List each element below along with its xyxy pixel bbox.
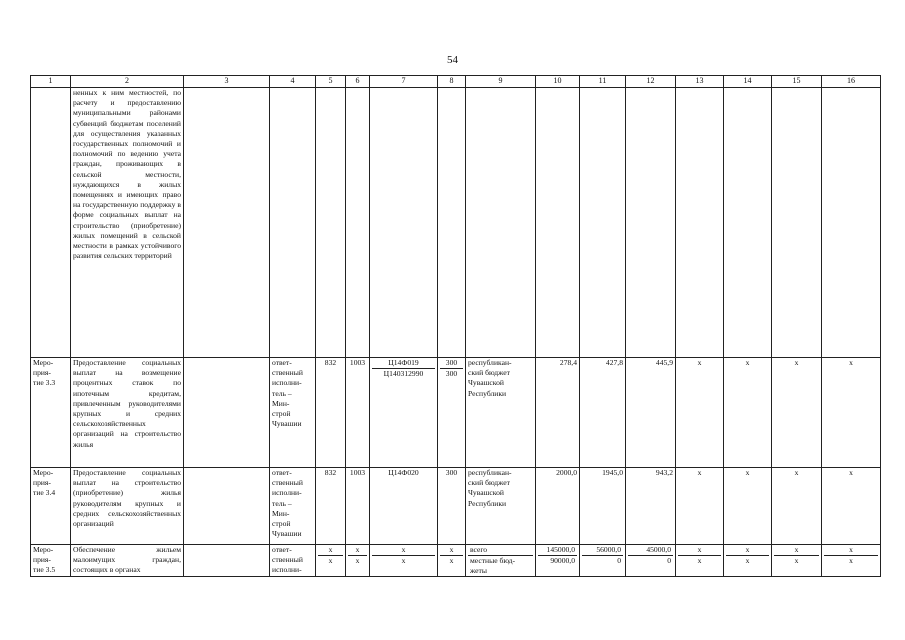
- value-cell-value: 56000,0: [596, 545, 621, 554]
- csr-cell: [370, 88, 438, 358]
- value-cell: [724, 545, 772, 577]
- value-cell: [772, 88, 822, 358]
- program-activities-table: [30, 75, 881, 577]
- value-cell: x: [724, 358, 772, 468]
- value-cell: x: [724, 468, 772, 545]
- table-row: [31, 88, 881, 358]
- vr-cell: [438, 88, 466, 358]
- value-cell: [626, 545, 676, 577]
- column-number-row: [31, 76, 881, 88]
- value-cell-value: 145000,0: [546, 545, 575, 554]
- value-cell: x: [822, 468, 881, 545]
- value-cell: [676, 88, 724, 358]
- value-cell-value: x: [745, 545, 750, 554]
- value-cell: [536, 545, 580, 577]
- column-number-cell: 13: [676, 76, 724, 88]
- value-cell: [676, 545, 724, 577]
- value-cell: [536, 88, 580, 358]
- grbs-cell-value: x: [328, 545, 333, 554]
- column-number-cell: 14: [724, 76, 772, 88]
- value-cell-value: x: [697, 545, 702, 554]
- section-cell: 1003: [346, 468, 370, 545]
- value-cell: [822, 545, 881, 577]
- value-cell: x: [676, 358, 724, 468]
- value-cell: x: [822, 358, 881, 468]
- value-cell: x: [772, 468, 822, 545]
- grbs-cell: 832: [316, 358, 346, 468]
- section-cell: [346, 545, 370, 577]
- vr-cell-value: 300: [440, 368, 463, 379]
- value-cell-value: x: [774, 555, 819, 566]
- value-cell: x: [772, 358, 822, 468]
- executor-cell: ответ- ственный исполни- тель – Мин- строй Чувашии: [270, 358, 316, 468]
- funding-source-cell: [466, 545, 536, 577]
- csr-cell-value: x: [401, 545, 406, 554]
- value-cell: 1945,0: [580, 468, 626, 545]
- description-cell: Предоставление социальных выплат на строительство (приобретение) жилья руководителям крупных и средних сельскохозяйственных организаций: [71, 468, 184, 545]
- value-cell: 943,2: [626, 468, 676, 545]
- section-cell: [346, 88, 370, 358]
- funding-source-cell: республикан- ский бюджет Чувашской Республики: [466, 358, 536, 468]
- executor-cell: ответ- ственный исполни-: [270, 545, 316, 577]
- value-cell: [580, 88, 626, 358]
- value-cell: 445,9: [626, 358, 676, 468]
- table-row: [31, 358, 881, 468]
- col3-cell: [184, 88, 270, 358]
- column-number-cell: 16: [822, 76, 881, 88]
- col3-cell: [184, 468, 270, 545]
- activity-id-cell: [31, 88, 71, 358]
- column-number-cell: 15: [772, 76, 822, 88]
- grbs-cell: 832: [316, 468, 346, 545]
- vr-cell: [438, 358, 466, 468]
- csr-cell-value: x: [372, 555, 435, 566]
- vr-cell-value: 300: [445, 358, 458, 367]
- grbs-cell: [316, 545, 346, 577]
- value-cell-value: 45000,0: [646, 545, 671, 554]
- column-number-cell: 11: [580, 76, 626, 88]
- page-number: 54: [447, 54, 458, 66]
- value-cell: 2000,0: [536, 468, 580, 545]
- table-row: [31, 468, 881, 545]
- col3-cell: [184, 358, 270, 468]
- value-cell: 427,8: [580, 358, 626, 468]
- funding-source-cell-value: местные бюд- жеты: [468, 555, 533, 566]
- section-cell-value: x: [355, 545, 360, 554]
- description-cell: ненных к ним местностей, по расчету и предоставлению муниципальными районами субвенций бюджетам поселений для осуществления указанных государственных полномочий и полномочий по ведению учета граждан, проживающих в сельской местности, нуждающихся в жилых помещениях и имеющих право на государственную поддержку в форме социальных выплат на строительство (приобретение) жилых помещений в сельской местности в рамках устойчивого развития сельских территорий: [71, 88, 184, 358]
- value-cell: [580, 545, 626, 577]
- col3-cell: [184, 545, 270, 577]
- table-row: [31, 545, 881, 577]
- value-cell: [822, 88, 881, 358]
- executor-cell: [270, 88, 316, 358]
- vr-cell-value: x: [440, 555, 463, 566]
- csr-cell: Ц14Ф020: [370, 468, 438, 545]
- column-number-cell: 1: [31, 76, 71, 88]
- column-number-cell: 8: [438, 76, 466, 88]
- section-cell: 1003: [346, 358, 370, 468]
- activity-id-cell: Меро- прия- тие 3.5: [31, 545, 71, 577]
- csr-cell: [370, 358, 438, 468]
- value-cell: x: [676, 468, 724, 545]
- description-cell: Предоставление социальных выплат на возмещение процентных ставок по ипотечным кредитам, привлеченным руководителями крупных и средних сельскохозяйственных организаций на строительство жилья: [71, 358, 184, 468]
- value-cell-value: x: [726, 555, 769, 566]
- grbs-cell: [316, 88, 346, 358]
- value-cell: [724, 88, 772, 358]
- value-cell-value: 0: [628, 555, 673, 566]
- funding-source-cell-value: всего: [470, 545, 488, 554]
- funding-source-cell: [466, 88, 536, 358]
- value-cell: [626, 88, 676, 358]
- activity-id-cell: Меро- прия- тие 3.3: [31, 358, 71, 468]
- column-number-cell: 2: [71, 76, 184, 88]
- vr-cell: 300: [438, 468, 466, 545]
- value-cell-value: x: [849, 545, 853, 554]
- executor-cell: ответ- ственный исполни- тель – Мин- строй Чувашии: [270, 468, 316, 545]
- description-cell: Обеспечение жильем малоимущих граждан, состоящих в органах: [71, 545, 184, 577]
- value-cell-value: x: [794, 545, 799, 554]
- value-cell-value: 90000,0: [538, 555, 577, 566]
- vr-cell: [438, 545, 466, 577]
- column-number-cell: 7: [370, 76, 438, 88]
- column-number-cell: 5: [316, 76, 346, 88]
- value-cell-value: x: [678, 555, 721, 566]
- section-cell-value: x: [348, 555, 367, 566]
- column-number-cell: 9: [466, 76, 536, 88]
- column-number-cell: 6: [346, 76, 370, 88]
- csr-cell-value: Ц140312990: [372, 368, 435, 379]
- funding-source-cell: республикан- ский бюджет Чувашской Республики: [466, 468, 536, 545]
- value-cell: [772, 545, 822, 577]
- value-cell: 278,4: [536, 358, 580, 468]
- column-number-cell: 10: [536, 76, 580, 88]
- csr-cell-value: Ц14Ф019: [388, 358, 419, 367]
- column-number-cell: 12: [626, 76, 676, 88]
- column-number-cell: 4: [270, 76, 316, 88]
- value-cell-value: 0: [582, 555, 623, 566]
- vr-cell-value: x: [449, 545, 454, 554]
- csr-cell: [370, 545, 438, 577]
- activity-id-cell: Меро- прия- тие 3.4: [31, 468, 71, 545]
- grbs-cell-value: x: [318, 555, 343, 566]
- column-number-cell: 3: [184, 76, 270, 88]
- value-cell-value: x: [824, 555, 878, 566]
